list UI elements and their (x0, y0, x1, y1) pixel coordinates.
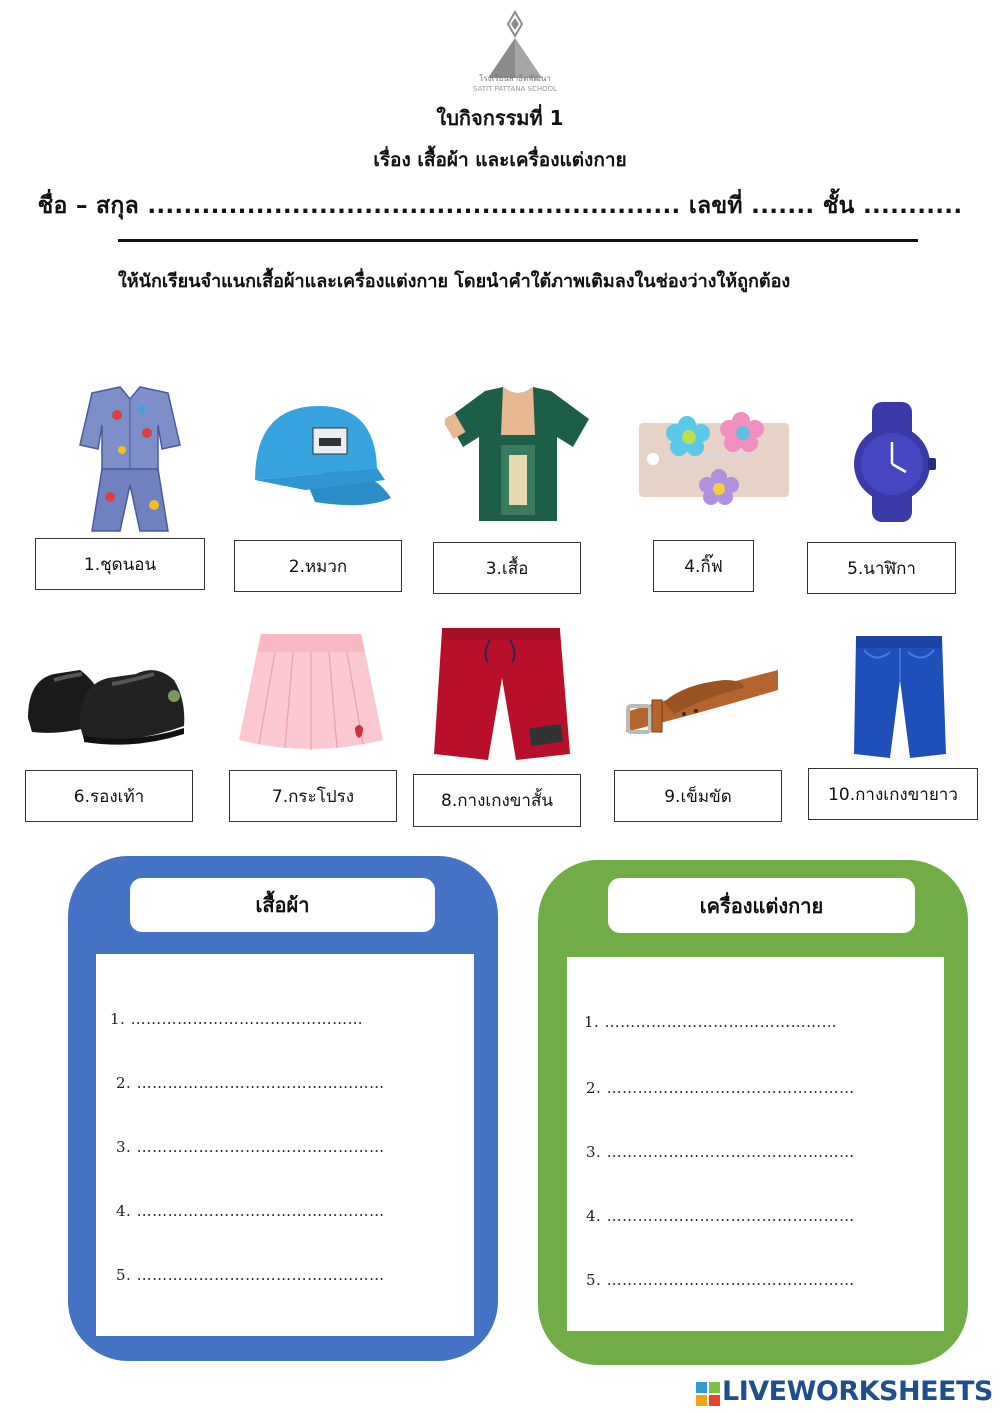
item-label-trousers[interactable]: 10.กางเกงขายาว (808, 768, 978, 820)
clothes-answer-1[interactable]: 1. ……………………………………… (110, 1010, 364, 1028)
school-name-en: SATIT PATTANA SCHOOL (472, 85, 558, 93)
clothes-answer-5[interactable]: 5. ………………………………………… (116, 1266, 385, 1284)
shorts-icon (430, 624, 572, 762)
clothes-answer-area (96, 954, 474, 1336)
shoes-icon (24, 640, 188, 750)
trousers-icon (850, 634, 948, 762)
cap-icon (245, 398, 393, 518)
liveworksheets-logo-icon (696, 1382, 720, 1406)
accessories-answer-3[interactable]: 3. ………………………………………… (586, 1143, 855, 1161)
watch-icon (846, 402, 944, 522)
item-label-cap[interactable]: 2.หมวก (234, 540, 402, 592)
hairclip-icon (633, 405, 791, 517)
tshirt-icon (445, 385, 591, 523)
item-label-shirt[interactable]: 3.เสื้อ (433, 542, 581, 594)
pajamas-icon (62, 385, 198, 533)
header-divider (118, 239, 918, 242)
liveworksheets-text: LIVEWORKSHEETS (722, 1376, 993, 1407)
accessories-answer-5[interactable]: 5. ………………………………………… (586, 1271, 855, 1289)
school-name (440, 74, 590, 94)
accessories-answer-2[interactable]: 2. ………………………………………… (586, 1079, 855, 1097)
worksheet-title: ใบกิจกรรมที่ 1 (436, 106, 564, 130)
accessories-answer-4[interactable]: 4. ………………………………………… (586, 1207, 855, 1225)
item-label-pajamas[interactable]: 1.ชุดนอน (35, 538, 205, 590)
clothes-answer-3[interactable]: 3. ………………………………………… (116, 1138, 385, 1156)
clothes-answer-4[interactable]: 4. ………………………………………… (116, 1202, 385, 1220)
skirt-icon (237, 630, 383, 762)
item-label-belt[interactable]: 9.เข็มขัด (614, 770, 782, 822)
item-label-hairclip[interactable]: 4.กิ๊ฟ (653, 540, 754, 592)
belt-icon (624, 654, 780, 742)
item-label-watch[interactable]: 5.นาฬิกา (807, 542, 956, 594)
item-label-shorts[interactable]: 8.กางเกงขาสั้น (413, 774, 581, 827)
accessories-panel-title: เครื่องแต่งกาย (608, 878, 915, 933)
student-info-line[interactable]: ชื่อ – สกุล ........................................................... เลขที่ ....... ชั้น ........... (37, 193, 963, 219)
accessories-answer-1[interactable]: 1. ……………………………………… (584, 1013, 838, 1031)
worksheet-subject: เรื่อง เสื้อผ้า และเครื่องแต่งกาย (373, 149, 627, 171)
item-label-skirt[interactable]: 7.กระโปรง (229, 770, 397, 822)
school-name-th: โรงเรียนสาธิตพัฒนา (479, 74, 551, 83)
accessories-answer-area (567, 957, 944, 1331)
clothes-panel-title: เสื้อผ้า (130, 878, 435, 932)
liveworksheets-watermark (696, 1376, 996, 1410)
accessories-panel (538, 860, 968, 1365)
clothes-panel (68, 856, 498, 1361)
item-label-shoes[interactable]: 6.รองเท้า (25, 770, 193, 822)
clothes-answer-2[interactable]: 2. ………………………………………… (116, 1074, 385, 1092)
instruction-text: ให้นักเรียนจำแนกเสื้อผ้าและเครื่องแต่งกาย โดยนำคำใต้ภาพเติมลงในช่องว่างให้ถูกต้อง (118, 271, 791, 292)
